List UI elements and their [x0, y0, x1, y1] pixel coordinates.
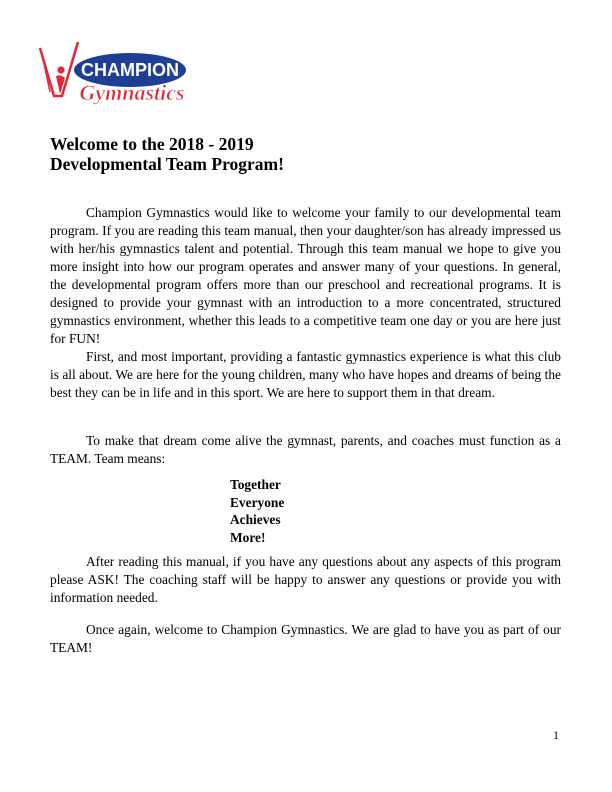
importance-paragraph: First, and most important, providing a fantastic gymnastics experience is what this club is all about. We are here for the young children, many who have hopes and dreams of being the best they can be in life and in this sport. We are here to support them in that dream. — [50, 349, 561, 400]
svg-text:CHAMPION: CHAMPION — [81, 60, 179, 80]
welcome-paragraph: Champion Gymnastics would like to welcome your family to our developmental team program. If you are reading this team manual, then your daughter/son has already impressed us with her/his gymnastics talent and potential. Through this team manual we hope to give you more insight into how our program operates and answer many of your questions. In general, the developmental program offers more than our preschool and recreational programs. It is designed to provide your gymnast with an introduction to a more concentrated, structured gymnastics environment, whether this leads to a competitive team one day or you are here just for FUN! — [50, 205, 561, 346]
champion-gymnastics-logo — [34, 40, 194, 108]
team-intro-paragraph: To make that dream come alive the gymnast, parents, and coaches must function as a TEAM. Team means: — [50, 433, 561, 466]
title-line-2: Developmental Team Program! — [50, 154, 284, 174]
team-acronym-item: More! — [230, 529, 266, 545]
team-acronym-item: Achieves — [230, 512, 281, 527]
page-title — [50, 134, 284, 174]
closing-paragraph: Once again, welcome to Champion Gymnastics. We are glad to have you as part of our TEAM! — [50, 622, 561, 655]
team-acronym-item: Together — [230, 477, 281, 492]
title-line-1: Welcome to the 2018 - 2019 — [50, 134, 254, 154]
svg-text:Gymnastics: Gymnastics — [79, 80, 185, 105]
gymnast-figure-icon — [34, 40, 194, 108]
questions-paragraph: After reading this manual, if you have any questions about any aspects of this program please ASK! The coaching staff will be happy to answer any questions or provide you with information needed. — [50, 554, 561, 605]
team-acronym-item: Everyone — [230, 494, 285, 510]
team-acronym-list — [230, 476, 284, 546]
page-number: 1 — [553, 728, 559, 742]
